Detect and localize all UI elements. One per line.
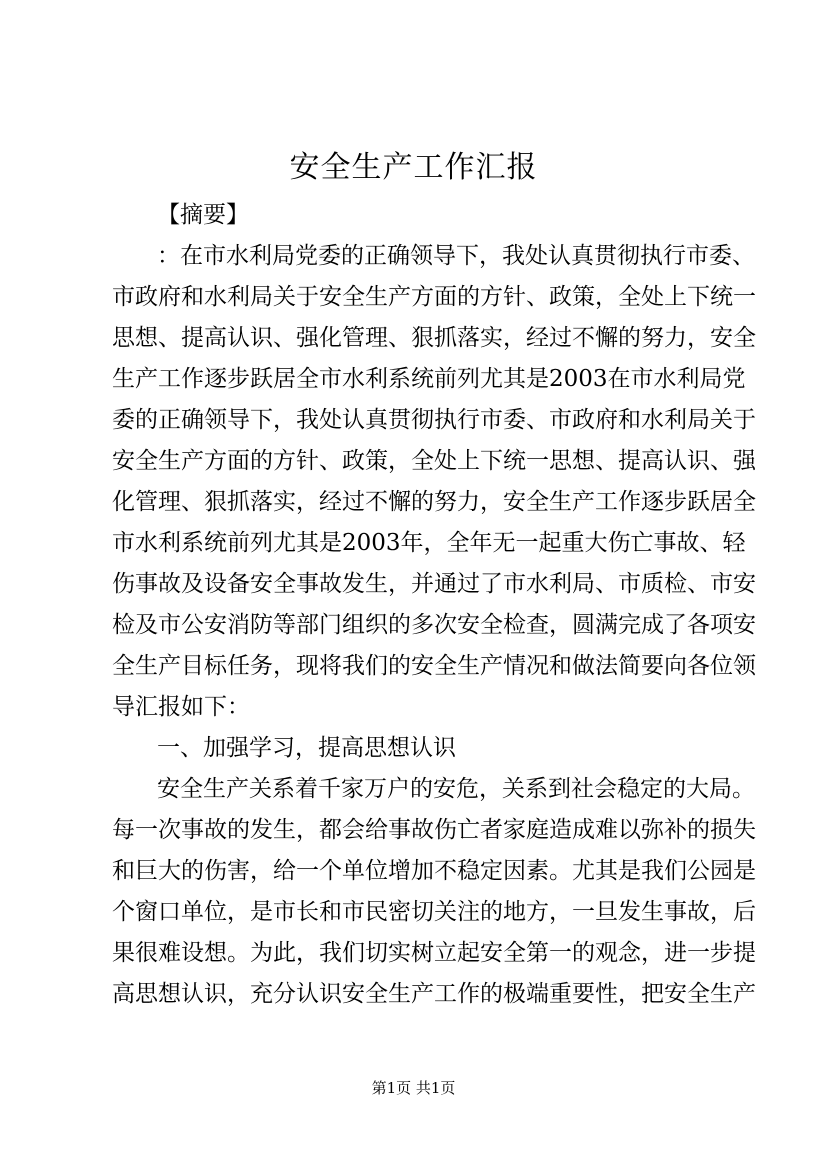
text-line: 高思想认识，充分认识安全生产工作的极端重要性，把安全生产 — [112, 981, 756, 1007]
text-line: 伤事故及设备安全事故发生，并通过了市水利局、市质检、市安 — [112, 571, 756, 597]
text-line: 安全生产方面的方针、政策，全处上下统一思想、提高认识、强 — [112, 448, 756, 474]
abstract-heading: 【摘要】 — [157, 202, 249, 228]
text-line: 检及市公安消防等部门组织的多次安全检查，圆满完成了各项安 — [112, 612, 756, 638]
text-line: 市政府和水利局关于安全生产方面的方针、政策，全处上下统一 — [112, 284, 756, 310]
text-line: 和巨大的伤害，给一个单位增加不稳定因素。尤其是我们公园是 — [112, 858, 756, 884]
text-line: 导汇报如下： — [112, 694, 250, 720]
text-line: 个窗口单位，是市长和市民密切关注的地方，一旦发生事故，后 — [112, 899, 756, 925]
text-line: 市水利系统前列尤其是2003年，全年无一起重大伤亡事故、轻 — [112, 530, 746, 556]
text-line: 全生产目标任务，现将我们的安全生产情况和做法简要向各位领 — [112, 653, 756, 679]
text-line: 生产工作逐步跃居全市水利系统前列尤其是2003在市水利局党 — [112, 366, 746, 392]
text-line: 思想、提高认识、强化管理、狠抓落实，经过不懈的努力，安全 — [112, 325, 756, 351]
text-line: 安全生产关系着千家万户的安危，关系到社会稳定的大局。 — [157, 776, 755, 802]
page-footer: 第1页 共1页 — [371, 1079, 456, 1097]
text-line: 委的正确领导下，我处认真贯彻执行市委、市政府和水利局关于 — [112, 407, 756, 433]
section-heading: 一、加强学习，提高思想认识 — [157, 735, 456, 761]
text-line: 每一次事故的发生，都会给事故伤亡者家庭造成难以弥补的损失 — [112, 817, 756, 843]
text-line: 果很难设想。为此，我们切实树立起安全第一的观念，进一步提 — [112, 940, 756, 966]
text-line: ：在市水利局党委的正确领导下，我处认真贯彻执行市委、 — [157, 243, 755, 269]
document-title: 安全生产工作汇报 — [289, 150, 538, 185]
text-line: 化管理、狠抓落实，经过不懈的努力，安全生产工作逐步跃居全 — [112, 489, 756, 515]
